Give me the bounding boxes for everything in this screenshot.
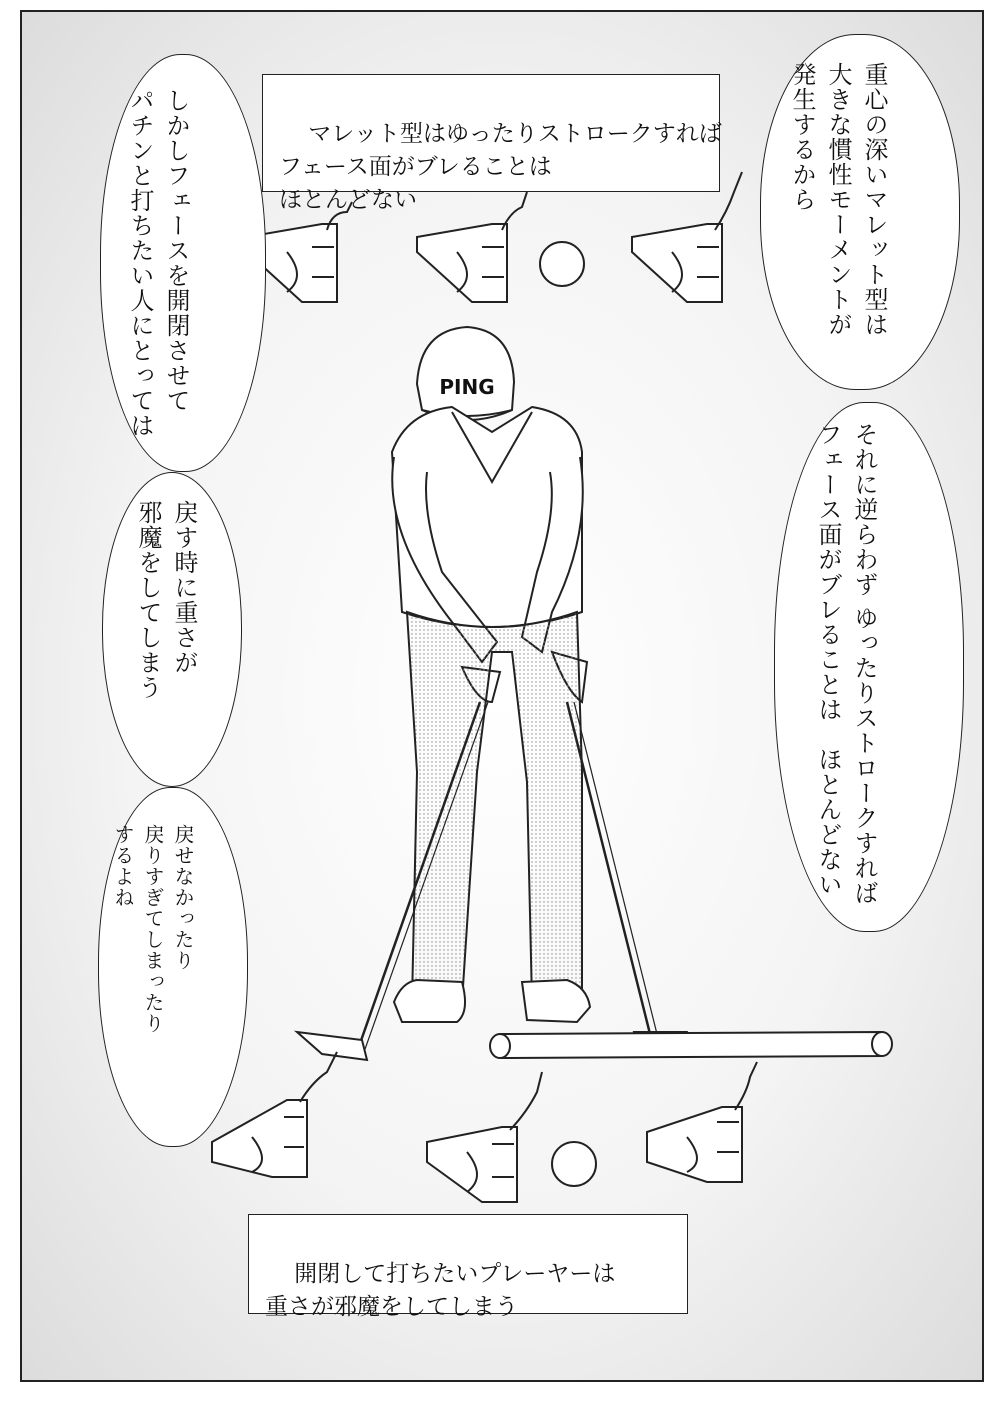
bubble-text-right-top: 重心の深いマレット型は 大きな慣性モーメントが 発生するから bbox=[788, 62, 888, 337]
bottom-caption-text: 開閉して打ちたいプレーヤーは 重さが邪魔をしてしまう bbox=[265, 1261, 616, 1320]
bubble-text-left-mid: 戻す時に重さが 邪魔をしてしまう bbox=[134, 500, 198, 700]
bubble-text-right-mid: それに逆らわず ゆったりストロークすれば フェース面がブレることは ほとんどない bbox=[814, 422, 878, 906]
top-caption-text: マレット型はゆったりストロークすれば フェース面がブレることは ほとんどない bbox=[279, 121, 722, 213]
bottom-caption-box bbox=[248, 1214, 688, 1320]
top-caption-box bbox=[262, 74, 722, 213]
manga-panel bbox=[20, 10, 984, 1382]
putter-head-icon bbox=[647, 1062, 757, 1182]
golf-ball-icon bbox=[540, 242, 584, 286]
putter-head-icon bbox=[417, 192, 527, 302]
golfer-figure bbox=[297, 327, 694, 1060]
golf-ball-icon bbox=[552, 1142, 596, 1186]
cap-logo: PING bbox=[439, 375, 495, 399]
bubble-text-left-top: しかしフェースを開閉させて パチンと打ちたい人にとっては bbox=[126, 88, 190, 438]
alignment-stick bbox=[490, 1032, 892, 1058]
putter-head-icon bbox=[427, 1072, 542, 1202]
bubble-text-left-bottom: 戻せなかったり 戻りすぎてしまったり するよね bbox=[111, 824, 195, 1034]
